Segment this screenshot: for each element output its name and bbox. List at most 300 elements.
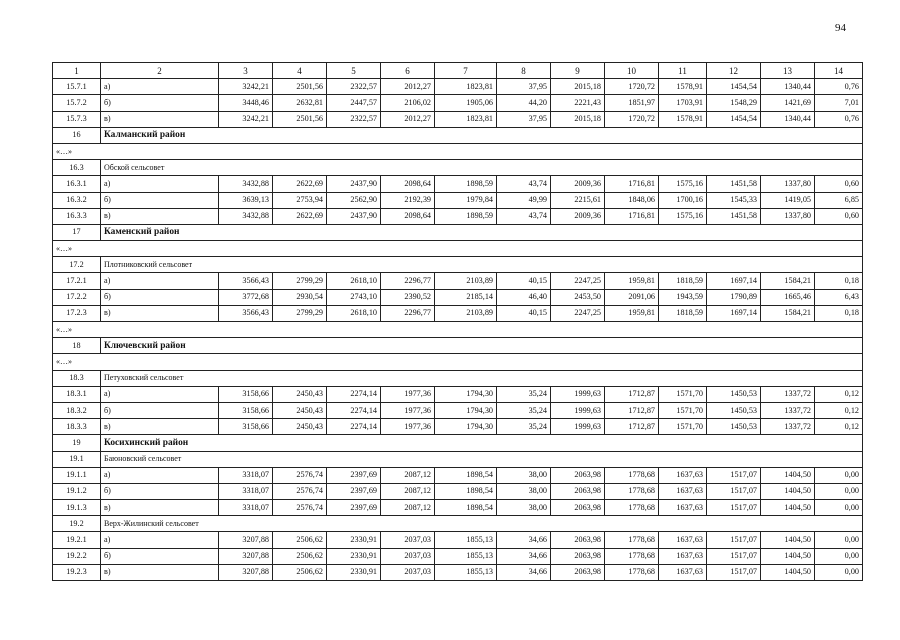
value-cell: 2012,27	[381, 79, 435, 95]
value-cell: 1716,81	[605, 208, 659, 224]
value-cell: 2450,43	[273, 419, 327, 435]
value-cell: 0,18	[815, 273, 863, 289]
value-cell: 1855,13	[435, 532, 497, 548]
value-cell: 1898,59	[435, 176, 497, 192]
value-cell: 2221,43	[551, 95, 605, 111]
value-cell: 3242,21	[219, 111, 273, 127]
value-cell: 35,24	[497, 402, 551, 418]
row-subitem: в)	[101, 500, 219, 516]
value-cell: 44,20	[497, 95, 551, 111]
value-cell: 2063,98	[551, 467, 605, 483]
settlement-code: 19.1	[53, 451, 101, 467]
value-cell: 2450,43	[273, 386, 327, 402]
value-cell: 1778,68	[605, 548, 659, 564]
row-subitem: б)	[101, 192, 219, 208]
table-row	[53, 208, 863, 224]
value-cell: 2009,36	[551, 208, 605, 224]
value-cell: 43,74	[497, 176, 551, 192]
value-cell: 2322,57	[327, 111, 381, 127]
value-cell: 2506,62	[273, 564, 327, 580]
value-cell: 2037,03	[381, 532, 435, 548]
value-cell: 1545,33	[707, 192, 761, 208]
value-cell: 2799,29	[273, 305, 327, 321]
district-section-row	[53, 435, 863, 451]
value-cell: 3772,68	[219, 289, 273, 305]
value-cell: 3207,88	[219, 564, 273, 580]
column-header-cell: 12	[707, 63, 761, 79]
value-cell: 2192,39	[381, 192, 435, 208]
value-cell: 2501,56	[273, 111, 327, 127]
column-header-cell: 3	[219, 63, 273, 79]
value-cell: 3158,66	[219, 419, 273, 435]
value-cell: 1720,72	[605, 79, 659, 95]
value-cell: 1898,54	[435, 483, 497, 499]
table-row	[53, 386, 863, 402]
district-title: Ключевский район	[101, 338, 863, 354]
value-cell: 1778,68	[605, 500, 659, 516]
value-cell: 1571,70	[659, 419, 707, 435]
value-cell: 0,00	[815, 548, 863, 564]
value-cell: 2091,06	[605, 289, 659, 305]
value-cell: 1977,36	[381, 419, 435, 435]
value-cell: 2063,98	[551, 548, 605, 564]
row-code: 15.7.2	[53, 95, 101, 111]
section-code: 17	[53, 224, 101, 240]
value-cell: 1712,87	[605, 402, 659, 418]
table-row	[53, 273, 863, 289]
value-cell: 1337,80	[761, 208, 815, 224]
district-section-row	[53, 127, 863, 143]
value-cell: 1419,05	[761, 192, 815, 208]
value-cell: 2037,03	[381, 548, 435, 564]
value-cell: 1720,72	[605, 111, 659, 127]
table-row	[53, 467, 863, 483]
row-code: 18.3.3	[53, 419, 101, 435]
value-cell: 1421,69	[761, 95, 815, 111]
table-row	[53, 192, 863, 208]
page-number: 94	[835, 22, 846, 34]
value-cell: 2274,14	[327, 386, 381, 402]
row-code: 19.1.3	[53, 500, 101, 516]
value-cell: 2576,74	[273, 483, 327, 499]
settlement-title: Петуховский сельсовет	[101, 370, 863, 386]
value-cell: 1451,58	[707, 208, 761, 224]
value-cell: 1977,36	[381, 386, 435, 402]
value-cell: 2622,69	[273, 208, 327, 224]
value-cell: 2296,77	[381, 273, 435, 289]
value-cell: 1712,87	[605, 419, 659, 435]
value-cell: 1697,14	[707, 273, 761, 289]
value-cell: 38,00	[497, 483, 551, 499]
value-cell: 3207,88	[219, 532, 273, 548]
row-subitem: в)	[101, 564, 219, 580]
value-cell: 2330,91	[327, 564, 381, 580]
column-header-cell: 4	[273, 63, 327, 79]
value-cell: 7,01	[815, 95, 863, 111]
value-cell: 1637,63	[659, 500, 707, 516]
value-cell: 1637,63	[659, 467, 707, 483]
value-cell: 2743,10	[327, 289, 381, 305]
value-cell: 1999,63	[551, 386, 605, 402]
value-cell: 0,76	[815, 79, 863, 95]
value-cell: 3432,88	[219, 176, 273, 192]
value-cell: 1999,63	[551, 402, 605, 418]
value-cell: 1404,50	[761, 483, 815, 499]
omission-row	[53, 322, 863, 338]
table-row	[53, 289, 863, 305]
value-cell: 46,40	[497, 289, 551, 305]
table-row	[53, 419, 863, 435]
omission-marker: «…»	[53, 354, 863, 370]
value-cell: 2562,90	[327, 192, 381, 208]
omission-marker: «…»	[53, 322, 863, 338]
row-code: 15.7.3	[53, 111, 101, 127]
settlement-code: 17.2	[53, 257, 101, 273]
value-cell: 2063,98	[551, 483, 605, 499]
value-cell: 1571,70	[659, 386, 707, 402]
value-cell: 1575,16	[659, 208, 707, 224]
settlement-row	[53, 257, 863, 273]
row-code: 16.3.3	[53, 208, 101, 224]
district-title: Калманский район	[101, 127, 863, 143]
value-cell: 1778,68	[605, 532, 659, 548]
value-cell: 2397,69	[327, 467, 381, 483]
value-cell: 1703,91	[659, 95, 707, 111]
value-cell: 1404,50	[761, 564, 815, 580]
value-cell: 1517,07	[707, 500, 761, 516]
column-header-cell: 11	[659, 63, 707, 79]
value-cell: 1977,36	[381, 402, 435, 418]
row-subitem: б)	[101, 95, 219, 111]
value-cell: 34,66	[497, 548, 551, 564]
value-cell: 2274,14	[327, 419, 381, 435]
value-cell: 1584,21	[761, 305, 815, 321]
value-cell: 1548,29	[707, 95, 761, 111]
row-subitem: а)	[101, 176, 219, 192]
table-row	[53, 402, 863, 418]
row-code: 18.3.2	[53, 402, 101, 418]
value-cell: 2397,69	[327, 500, 381, 516]
value-cell: 1848,06	[605, 192, 659, 208]
value-cell: 2397,69	[327, 483, 381, 499]
row-code: 19.2.2	[53, 548, 101, 564]
value-cell: 1818,59	[659, 273, 707, 289]
row-subitem: б)	[101, 483, 219, 499]
omission-row	[53, 354, 863, 370]
value-cell: 35,24	[497, 419, 551, 435]
row-subitem: б)	[101, 402, 219, 418]
row-subitem: а)	[101, 273, 219, 289]
settlement-row	[53, 160, 863, 176]
value-cell: 1697,14	[707, 305, 761, 321]
value-cell: 3207,88	[219, 548, 273, 564]
value-cell: 2618,10	[327, 305, 381, 321]
row-code: 18.3.1	[53, 386, 101, 402]
value-cell: 1584,21	[761, 273, 815, 289]
value-cell: 1898,54	[435, 500, 497, 516]
value-cell: 1959,81	[605, 273, 659, 289]
row-code: 17.2.3	[53, 305, 101, 321]
row-code: 17.2.2	[53, 289, 101, 305]
value-cell: 1905,06	[435, 95, 497, 111]
value-cell: 3448,46	[219, 95, 273, 111]
value-cell: 2103,89	[435, 305, 497, 321]
tariff-table	[52, 62, 863, 581]
table-row	[53, 176, 863, 192]
column-header-cell: 2	[101, 63, 219, 79]
value-cell: 1637,63	[659, 483, 707, 499]
value-cell: 2012,27	[381, 111, 435, 127]
column-header-cell: 9	[551, 63, 605, 79]
value-cell: 1517,07	[707, 548, 761, 564]
value-cell: 1999,63	[551, 419, 605, 435]
row-code: 19.1.1	[53, 467, 101, 483]
row-code: 19.2.3	[53, 564, 101, 580]
column-header-cell: 13	[761, 63, 815, 79]
value-cell: 2296,77	[381, 305, 435, 321]
value-cell: 1778,68	[605, 467, 659, 483]
value-cell: 2576,74	[273, 467, 327, 483]
value-cell: 2087,12	[381, 467, 435, 483]
row-code: 16.3.2	[53, 192, 101, 208]
settlement-code: 18.3	[53, 370, 101, 386]
settlement-title: Баюновский сельсовет	[101, 451, 863, 467]
column-header-cell: 7	[435, 63, 497, 79]
settlement-title: Плотниковский сельсовет	[101, 257, 863, 273]
value-cell: 1665,46	[761, 289, 815, 305]
value-cell: 1454,54	[707, 111, 761, 127]
value-cell: 1517,07	[707, 532, 761, 548]
value-cell: 1517,07	[707, 467, 761, 483]
value-cell: 2015,18	[551, 79, 605, 95]
value-cell: 2063,98	[551, 500, 605, 516]
value-cell: 1637,63	[659, 548, 707, 564]
value-cell: 1790,89	[707, 289, 761, 305]
value-cell: 49,99	[497, 192, 551, 208]
value-cell: 2247,25	[551, 305, 605, 321]
value-cell: 1404,50	[761, 467, 815, 483]
value-cell: 0,76	[815, 111, 863, 127]
value-cell: 1340,44	[761, 79, 815, 95]
row-subitem: в)	[101, 208, 219, 224]
value-cell: 1794,30	[435, 402, 497, 418]
value-cell: 0,00	[815, 532, 863, 548]
value-cell: 2799,29	[273, 273, 327, 289]
value-cell: 1959,81	[605, 305, 659, 321]
column-header-cell: 8	[497, 63, 551, 79]
table-row	[53, 532, 863, 548]
value-cell: 1404,50	[761, 532, 815, 548]
value-cell: 1517,07	[707, 483, 761, 499]
value-cell: 1404,50	[761, 500, 815, 516]
value-cell: 1823,81	[435, 79, 497, 95]
row-subitem: б)	[101, 289, 219, 305]
value-cell: 2009,36	[551, 176, 605, 192]
value-cell: 38,00	[497, 500, 551, 516]
omission-row	[53, 143, 863, 159]
column-header-cell: 6	[381, 63, 435, 79]
value-cell: 2506,62	[273, 548, 327, 564]
value-cell: 0,60	[815, 176, 863, 192]
value-cell: 2453,50	[551, 289, 605, 305]
column-header-cell: 10	[605, 63, 659, 79]
value-cell: 43,74	[497, 208, 551, 224]
value-cell: 1578,91	[659, 111, 707, 127]
settlement-row	[53, 516, 863, 532]
value-cell: 0,60	[815, 208, 863, 224]
table-row	[53, 305, 863, 321]
value-cell: 6,43	[815, 289, 863, 305]
value-cell: 1855,13	[435, 548, 497, 564]
settlement-title: Обской сельсовет	[101, 160, 863, 176]
omission-marker: «…»	[53, 143, 863, 159]
row-subitem: а)	[101, 467, 219, 483]
value-cell: 0,00	[815, 467, 863, 483]
row-code: 19.1.2	[53, 483, 101, 499]
value-cell: 2037,03	[381, 564, 435, 580]
value-cell: 1898,59	[435, 208, 497, 224]
settlement-row	[53, 451, 863, 467]
value-cell: 2274,14	[327, 402, 381, 418]
value-cell: 3158,66	[219, 386, 273, 402]
value-cell: 38,00	[497, 467, 551, 483]
value-cell: 34,66	[497, 532, 551, 548]
section-code: 18	[53, 338, 101, 354]
value-cell: 37,95	[497, 111, 551, 127]
value-cell: 2106,02	[381, 95, 435, 111]
value-cell: 3566,43	[219, 273, 273, 289]
value-cell: 3566,43	[219, 305, 273, 321]
value-cell: 1637,63	[659, 564, 707, 580]
column-number-header	[53, 63, 863, 79]
district-section-row	[53, 338, 863, 354]
value-cell: 2098,64	[381, 208, 435, 224]
row-code: 16.3.1	[53, 176, 101, 192]
table-row	[53, 95, 863, 111]
value-cell: 0,18	[815, 305, 863, 321]
value-cell: 2753,94	[273, 192, 327, 208]
value-cell: 40,15	[497, 305, 551, 321]
value-cell: 1794,30	[435, 419, 497, 435]
value-cell: 2247,25	[551, 273, 605, 289]
omission-marker: «…»	[53, 241, 863, 257]
value-cell: 1575,16	[659, 176, 707, 192]
settlement-title: Верх-Жилинский сельсовет	[101, 516, 863, 532]
value-cell: 1778,68	[605, 564, 659, 580]
value-cell: 0,12	[815, 419, 863, 435]
value-cell: 37,95	[497, 79, 551, 95]
value-cell: 1404,50	[761, 548, 815, 564]
settlement-code: 19.2	[53, 516, 101, 532]
value-cell: 1517,07	[707, 564, 761, 580]
value-cell: 1716,81	[605, 176, 659, 192]
value-cell: 34,66	[497, 564, 551, 580]
table-row	[53, 548, 863, 564]
value-cell: 1979,84	[435, 192, 497, 208]
section-code: 19	[53, 435, 101, 451]
column-header-cell: 14	[815, 63, 863, 79]
value-cell: 3318,07	[219, 500, 273, 516]
district-title: Каменский район	[101, 224, 863, 240]
value-cell: 2330,91	[327, 532, 381, 548]
row-code: 15.7.1	[53, 79, 101, 95]
value-cell: 2618,10	[327, 273, 381, 289]
section-code: 16	[53, 127, 101, 143]
value-cell: 1700,16	[659, 192, 707, 208]
value-cell: 1451,58	[707, 176, 761, 192]
value-cell: 1578,91	[659, 79, 707, 95]
value-cell: 40,15	[497, 273, 551, 289]
value-cell: 1450,53	[707, 419, 761, 435]
value-cell: 1340,44	[761, 111, 815, 127]
value-cell: 1712,87	[605, 386, 659, 402]
row-subitem: в)	[101, 111, 219, 127]
row-subitem: а)	[101, 79, 219, 95]
column-header-cell: 5	[327, 63, 381, 79]
value-cell: 2437,90	[327, 208, 381, 224]
value-cell: 1337,72	[761, 386, 815, 402]
value-cell: 2087,12	[381, 500, 435, 516]
value-cell: 0,12	[815, 386, 863, 402]
row-subitem: а)	[101, 532, 219, 548]
value-cell: 1851,97	[605, 95, 659, 111]
table-body	[53, 63, 863, 581]
value-cell: 1818,59	[659, 305, 707, 321]
value-cell: 2501,56	[273, 79, 327, 95]
value-cell: 2087,12	[381, 483, 435, 499]
table-row	[53, 500, 863, 516]
value-cell: 2063,98	[551, 532, 605, 548]
row-subitem: а)	[101, 386, 219, 402]
table-row	[53, 79, 863, 95]
value-cell: 1823,81	[435, 111, 497, 127]
value-cell: 2015,18	[551, 111, 605, 127]
column-header-cell: 1	[53, 63, 101, 79]
value-cell: 1778,68	[605, 483, 659, 499]
value-cell: 35,24	[497, 386, 551, 402]
row-code: 17.2.1	[53, 273, 101, 289]
value-cell: 1450,53	[707, 386, 761, 402]
value-cell: 2930,54	[273, 289, 327, 305]
settlement-code: 16.3	[53, 160, 101, 176]
value-cell: 2437,90	[327, 176, 381, 192]
value-cell: 6,85	[815, 192, 863, 208]
value-cell: 2390,52	[381, 289, 435, 305]
row-subitem: в)	[101, 419, 219, 435]
row-code: 19.2.1	[53, 532, 101, 548]
value-cell: 2098,64	[381, 176, 435, 192]
value-cell: 1898,54	[435, 467, 497, 483]
value-cell: 2576,74	[273, 500, 327, 516]
value-cell: 0,12	[815, 402, 863, 418]
value-cell: 1454,54	[707, 79, 761, 95]
value-cell: 2632,81	[273, 95, 327, 111]
district-title: Косихинский район	[101, 435, 863, 451]
value-cell: 2330,91	[327, 548, 381, 564]
value-cell: 3432,88	[219, 208, 273, 224]
value-cell: 1855,13	[435, 564, 497, 580]
value-cell: 2622,69	[273, 176, 327, 192]
value-cell: 2447,57	[327, 95, 381, 111]
district-section-row	[53, 224, 863, 240]
value-cell: 0,00	[815, 483, 863, 499]
value-cell: 0,00	[815, 564, 863, 580]
value-cell: 1337,72	[761, 402, 815, 418]
value-cell: 2506,62	[273, 532, 327, 548]
value-cell: 1943,59	[659, 289, 707, 305]
value-cell: 2103,89	[435, 273, 497, 289]
value-cell: 1794,30	[435, 386, 497, 402]
